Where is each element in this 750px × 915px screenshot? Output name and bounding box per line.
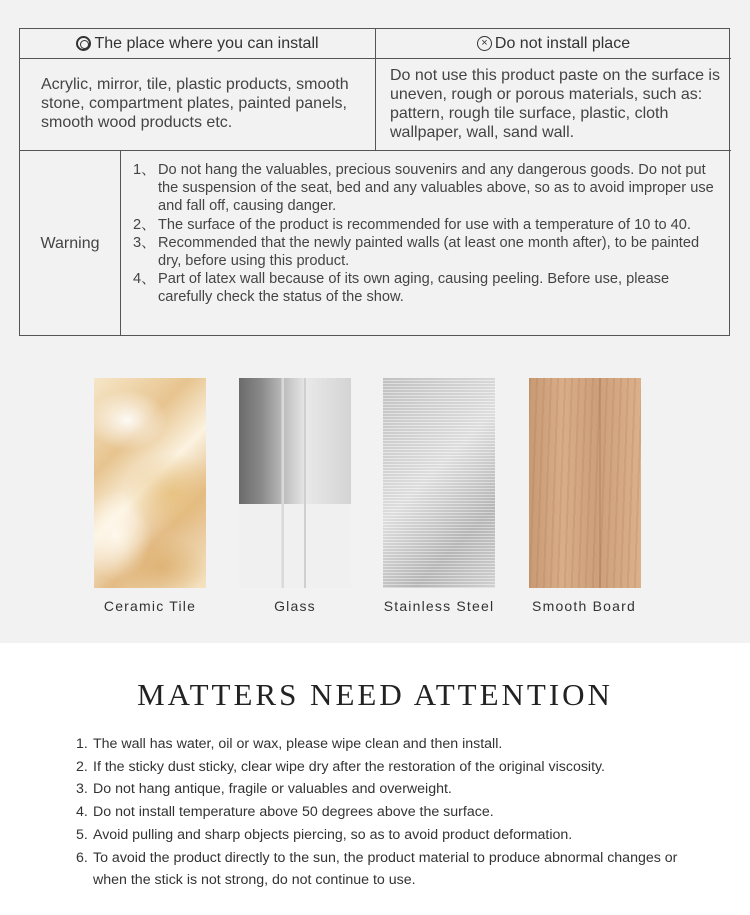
warning-text: Do not hang the valuables, precious souvenirs and any dangerous goods. Do not put the suspension of the seat, bed and any valuables above, so as to avoid improper use and fall off, causing danger.	[158, 162, 714, 215]
warning-list	[121, 151, 731, 336]
warning-label: Warning	[20, 151, 121, 336]
attention-item	[76, 847, 696, 892]
glass-caption: Glass	[274, 598, 316, 614]
attention-text: Do not hang antique, fragile or valuables and overweight.	[93, 781, 452, 798]
warning-item	[133, 270, 719, 306]
smooth-board-image	[529, 378, 641, 588]
warning-text: Part of latex wall because of its own aging, causing peeling. Before use, please carefully check the status of the show.	[158, 271, 670, 306]
glass-image	[239, 378, 351, 588]
attention-text: Avoid pulling and sharp objects piercing, so as to avoid product deformation.	[93, 826, 573, 843]
attention-num: 6.	[76, 849, 88, 866]
smooth-board-caption: Smooth Board	[532, 598, 636, 614]
double-circle-icon	[76, 36, 91, 51]
attention-text: If the sticky dust sticky, clear wipe dry after the restoration of the original viscosity.	[93, 758, 606, 775]
attention-item	[76, 756, 696, 779]
attention-item	[76, 778, 696, 801]
warning-num: 2、	[133, 216, 156, 233]
warning-item	[133, 234, 719, 270]
warning-item	[133, 216, 719, 234]
attention-item	[76, 733, 696, 756]
can-install-header-label: The place where you can install	[94, 34, 319, 52]
attention-text: To avoid the product directly to the sun, the product material to produce abnormal changes or when the stick is not strong, do not continue to use.	[93, 849, 678, 889]
attention-item	[76, 801, 696, 824]
cannot-install-header-label: Do not install place	[494, 34, 631, 52]
warning-num: 4、	[133, 271, 156, 288]
attention-list	[76, 733, 696, 892]
install-table	[19, 28, 730, 336]
attention-num: 4.	[76, 804, 88, 821]
warning-num: 3、	[133, 234, 156, 251]
warning-text: Recommended that the newly painted walls (at least one month after), to be painted dry, before using this product.	[158, 234, 700, 270]
circle-x-icon: ×	[477, 36, 492, 51]
ceramic-tile-caption: Ceramic Tile	[103, 598, 197, 614]
can-install-text: Acrylic, mirror, tile, plastic products, smooth stone, compartment plates, painted panels, smooth wood products etc.	[20, 59, 376, 151]
stainless-steel-caption: Stainless Steel	[383, 598, 495, 614]
attention-text: The wall has water, oil or wax, please wipe clean and then install.	[93, 736, 503, 752]
attention-num: 2.	[76, 758, 88, 775]
warning-text: The surface of the product is recommended for use with a temperature of 10 to 40.	[158, 216, 691, 233]
cannot-install-text: Do not use this product paste on the surface is uneven, rough or porous materials, such as: pattern, rough tile surface, plastic, cloth wallpaper, wall, sand wall.	[376, 59, 731, 151]
attention-title: MATTERS NEED ATTENTION	[137, 677, 613, 712]
attention-item	[76, 824, 696, 847]
warning-num: 1、	[133, 162, 156, 178]
attention-num: 5.	[76, 826, 88, 843]
stainless-steel-image	[383, 378, 495, 588]
warning-item	[133, 161, 719, 216]
can-install-header	[20, 29, 376, 59]
attention-num: 1.	[76, 736, 88, 752]
cannot-install-header	[376, 29, 731, 59]
ceramic-tile-image	[94, 378, 206, 588]
attention-num: 3.	[76, 781, 88, 798]
attention-text: Do not install temperature above 50 degrees above the surface.	[93, 804, 494, 821]
